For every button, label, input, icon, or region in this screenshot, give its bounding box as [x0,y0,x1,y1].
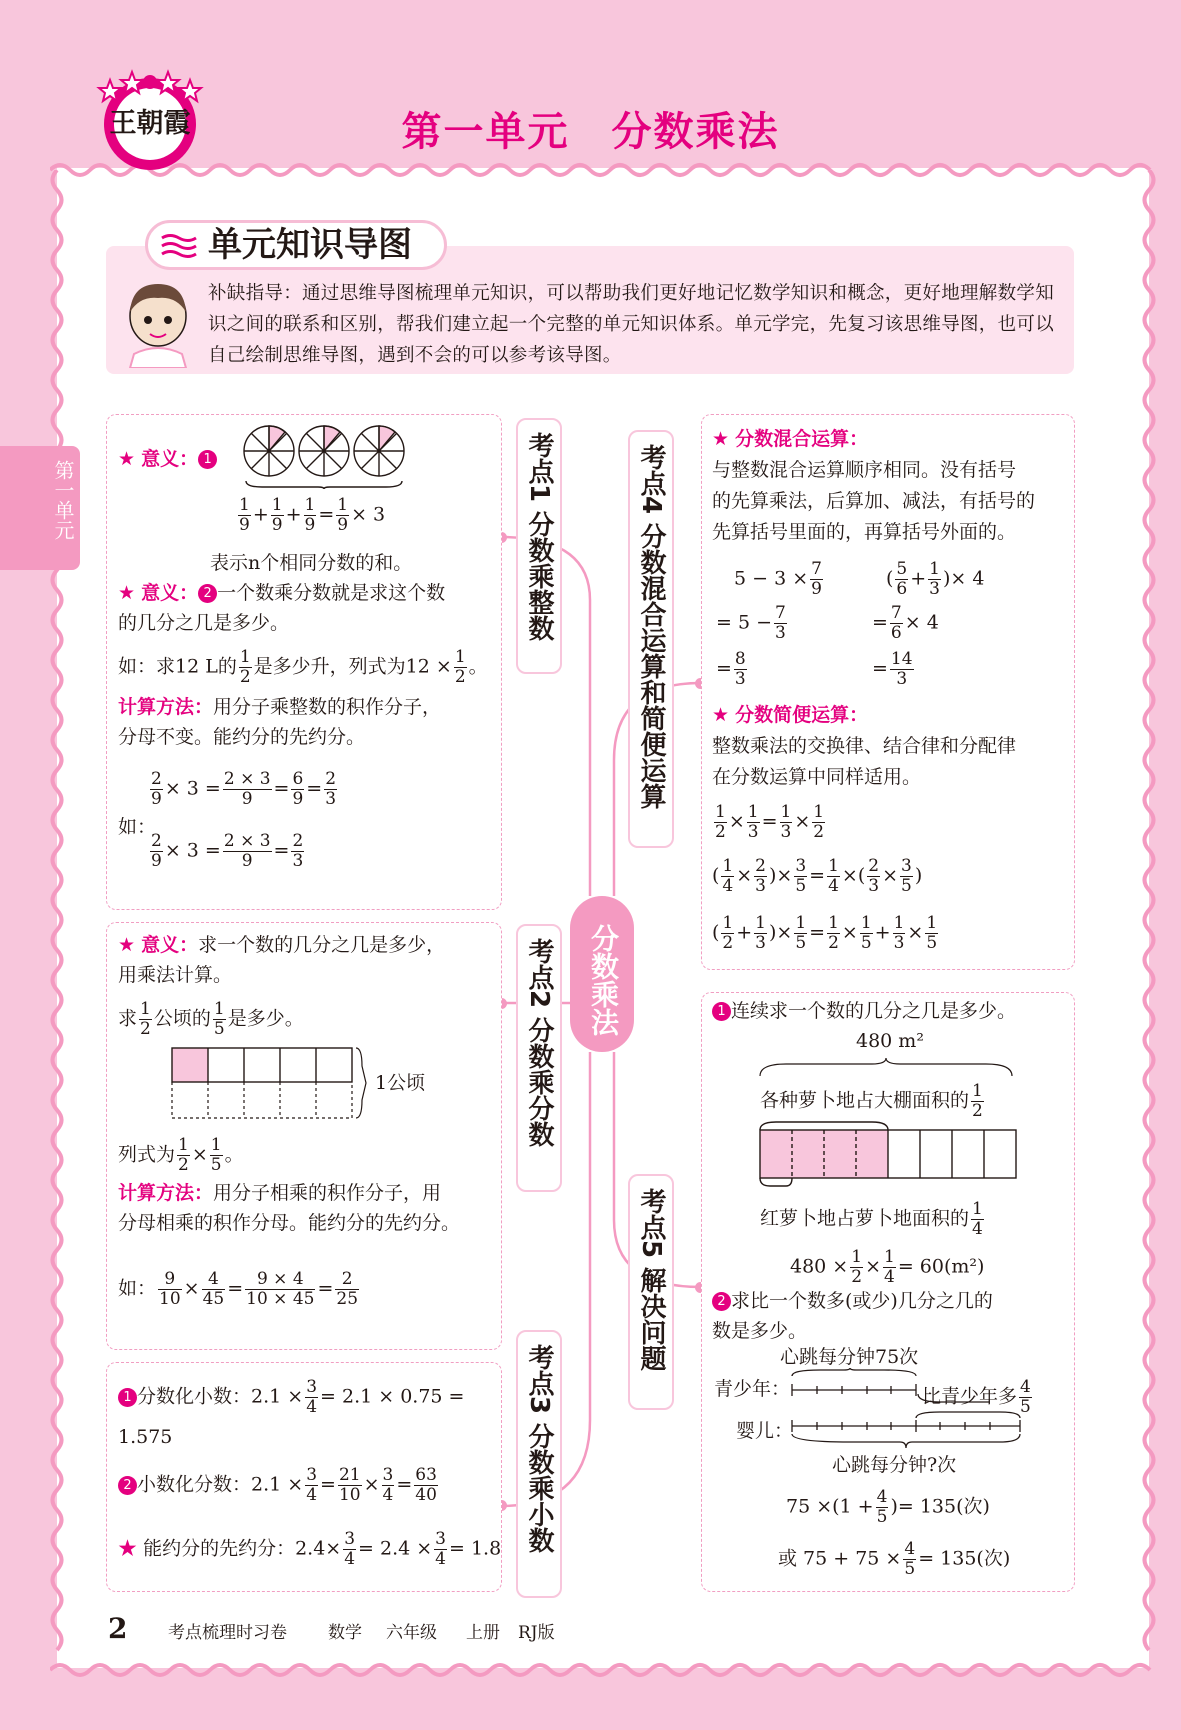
kp4-ex1-l3: = $\frac{8}{3}$ [716,649,746,689]
kp4-law2: ( $\frac{1}{4}$ × $\frac{2}{3}$ )× $\frac{3}{5}$ = $\frac{1}{4}$ ×( $\frac{2}{3}$ × $\frac{3}{5}$ ) [712,856,923,896]
kp2-method: 计算方法：用分子相乘的积作分子，用 [118,1182,442,1204]
kp1-method-cont: 分母不变。能约分的先约分。 [118,726,366,748]
kp4-law1: $\frac{1}{2}$ × $\frac{1}{3}$ = $\frac{1}{3}$ × $\frac{1}{2}$ [715,802,825,842]
guide-text: 补缺指导：通过思维导图梳理单元知识，可以帮助我们更好地记忆数学知识和概念，更好地理解数学知识之间的联系和区别，帮我们建立起一个完整的单元知识体系。单元学完，先复习该思维导图，也可以自己绘制思维导图，遇到不会的可以参考该导图。 [208,283,1055,366]
kp1-meaning2: ★ 意义： 2 一个数乘分数就是求这个数 [118,582,446,604]
kp1-sum-formula: $\frac{1}{9}$ + $\frac{1}{9}$ + $\frac{1}{9}$ = $\frac{1}{9}$ × 3 [239,495,386,535]
center-node: 分数乘法 [570,896,634,1052]
kp4-ex1-l2: = 5 − $\frac{7}{3}$ [716,603,786,643]
unit-title: 第一单元 分数乘法 [401,109,780,155]
kp2-unit: 1公顷 [375,1072,426,1094]
kp4-mixed-text2: 的先算乘法，后算加、减法，有括号的 [712,490,1036,512]
footer-term: 上册 [466,1623,500,1643]
footer-book: 考点梳理时习卷 [168,1623,287,1643]
kp3-line1: 1 分数化小数：2.1 × $\frac{3}{4}$ = 2.1 × 0.75 = [118,1378,464,1417]
kp4-mixed-title: ★ 分数混合运算： [712,428,869,450]
kp1-meaning2-cont: 的几分之几是多少。 [118,612,290,634]
kp4-ex2-l1: ( $\frac{5}{6}$ + $\frac{1}{3}$ )× 4 [886,559,985,599]
footer-edition: RJ版 [518,1623,555,1643]
kp4-simple-text2: 在分数运算中同样适用。 [712,766,922,788]
kp4-mixed-text3: 先算括号里面的，再算括号外面的。 [712,521,1017,543]
kp4-mixed-text: 与整数混合运算顺序相同。没有括号 [712,459,1017,481]
kp5-p1-b: 红萝卜地占萝卜地面积的 $\frac{1}{4}$ [760,1199,983,1239]
kp2-label: 考点2 分数乘分数 [516,924,562,1192]
pie-circles-icon [242,425,406,489]
kp2-formula: 列式为 $\frac{1}{2}$ × $\frac{1}{5}$ 。 [118,1135,244,1175]
kp5-p1-formula: 480 × $\frac{1}{2}$ × $\frac{1}{4}$ = 60(m²) [790,1247,985,1287]
greenhouse-diagram [756,1058,1020,1198]
kp2-meaning-cont: 用乘法计算。 [118,964,233,986]
kp1-meaning1-caption: 表示n个相同分数的和。 [210,552,413,574]
logo-text: 王朝霞 [109,108,191,139]
kp5-teen: 青少年： [714,1378,791,1400]
kp2-meaning: ★ 意义：求一个数的几分之几是多少， [118,934,446,956]
kp3-line2: 2 小数化分数：2.1 × $\frac{3}{4}$ = $\frac{21}{10}$ × $\frac{3}{4}$ = $\frac{63}{40}$ [118,1466,440,1505]
section-heading: 单元知识导图 [145,220,447,270]
kp5-ans2: 或 75 + 75 × $\frac{4}{5}$ = 135(次) [778,1539,1011,1579]
kp1-example: 如：求12 L的 $\frac{1}{2}$ 是多少升，列式为12 × $\frac{1}{2}$ 。 [118,647,488,687]
kp4-ex1-l1: 5 − 3 × $\frac{7}{9}$ [734,559,822,599]
kp5-unknown: 心跳每分钟?次 [832,1454,957,1476]
kp5-baby: 婴儿： [736,1420,794,1442]
kp1-calc2: $\frac{2}{9}$ × 3 = $\frac{2 \times 3}{9}$ = $\frac{2}{3}$ [151,831,304,871]
kp1-method: 计算方法：用分子乘整数的积作分子， [118,696,442,718]
kp5-label: 考点5 解决问题 [628,1174,674,1410]
kp3-line1-cont: 1.575 [118,1426,173,1448]
kp1-label: 考点1 分数乘整数 [516,418,562,674]
kp2-question: 求 $\frac{1}{2}$ 公顷的 $\frac{1}{5}$ 是多少。 [118,999,304,1039]
kp3-label: 考点3 分数乘小数 [516,1330,562,1598]
kp4-simple-text: 整数乘法的交换律、结合律和分配律 [712,735,1017,757]
kp2-calc: 如： $\frac{9}{10}$ × $\frac{4}{45}$ = $\frac{9 \times 4}{10 \times 45}$ = $\frac{2}{25}$ [118,1269,359,1309]
kp4-ex2-l2: = $\frac{7}{6}$ × 4 [872,603,939,643]
kp5-p2-cont: 数是多少。 [712,1320,808,1342]
kp1-ru: 如： [118,816,157,838]
kp4-law3: ( $\frac{1}{2}$ + $\frac{1}{3}$ )× $\frac{1}{5}$ = $\frac{1}{2}$ × $\frac{1}{5}$ + $\frac{1}{3}$ × $\frac{1}{5}$ [712,913,938,953]
footer-subject: 数学 [328,1623,362,1643]
hectare-grid-diagram [170,1046,370,1122]
kp5-p2: 2 求比一个数多(或少)几分之几的 [712,1286,993,1316]
kp1-meaning1: ★ 意义： 1 [118,444,217,474]
kp5-ans1: 75 ×(1 + $\frac{4}{5}$ )= 135(次) [786,1487,990,1527]
kp3-line3: ★ 能约分的先约分：2.4× $\frac{3}{4}$ = 2.4 × $\frac{3}{4}$ = 1.8 [118,1529,502,1569]
kp4-simple-title: ★ 分数简便运算： [712,704,869,726]
side-tab: 第一单元 [0,446,80,570]
kp4-label: 考点4 分数混合运算和简便运算 [628,430,674,848]
kp2-method-cont: 分母相乘的积作分母。能约分的先约分。 [118,1212,461,1234]
kp4-ex2-l3: = $\frac{14}{3}$ [872,649,913,689]
kp5-more: 比青少年多 $\frac{4}{5}$ [922,1377,1031,1417]
footer-grade: 六年级 [386,1623,437,1643]
kp5-p1-a: 各种萝卜地占大棚面积的 $\frac{1}{2}$ [760,1081,983,1121]
page-number: 2 [108,1612,128,1645]
kp5-area: 480 m² [856,1030,924,1052]
kp1-calc1: $\frac{2}{9}$ × 3 = $\frac{2 \times 3}{9}$ = $\frac{6}{9}$ = $\frac{2}{3}$ [151,769,337,809]
kp5-p1: 1 连续求一个数的几分之几是多少。 [712,996,1016,1026]
kp5-heart: 心跳每分钟75次 [780,1346,919,1368]
